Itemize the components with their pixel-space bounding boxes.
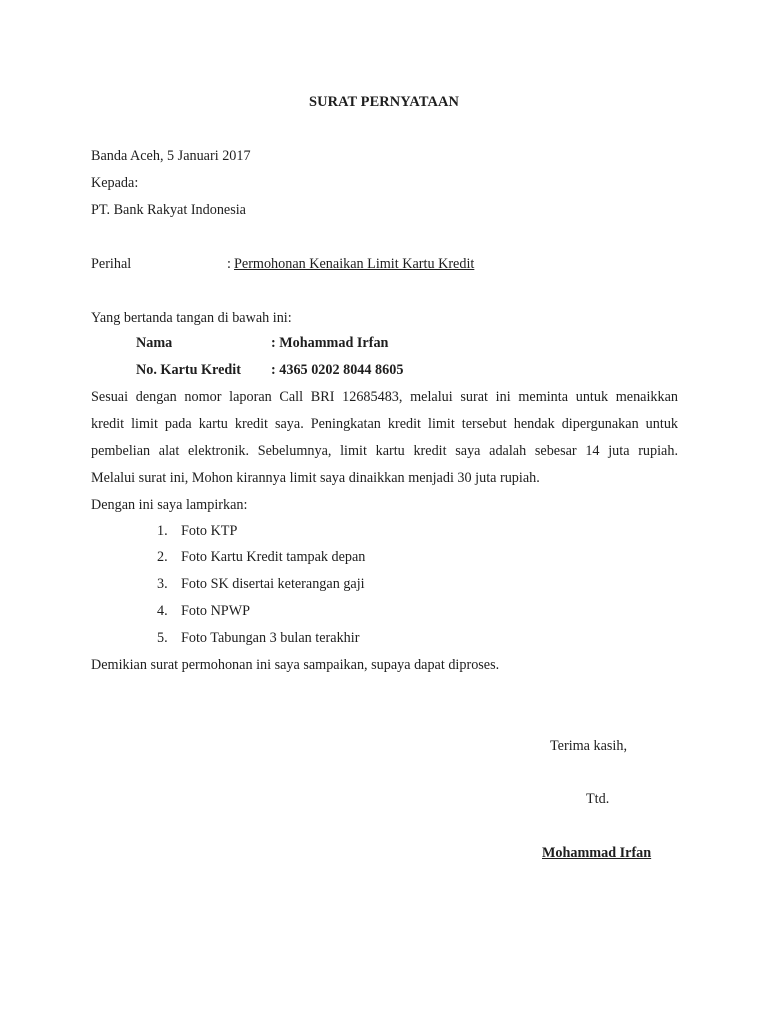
subject-label: Perihal [91, 256, 132, 272]
attachment-number: 5. [157, 630, 168, 646]
to-label: Kepada: [91, 175, 139, 191]
attachment-text: Foto Kartu Kredit tampak depan [181, 549, 366, 565]
attachment-item [157, 629, 359, 647]
attachment-item [157, 575, 365, 593]
attachment-item [157, 522, 237, 540]
letter-title: SURAT PERNYATAAN [309, 94, 459, 110]
attachment-number: 3. [157, 576, 168, 592]
attachment-number: 4. [157, 603, 168, 619]
place-date: Banda Aceh, 5 Januari 2017 [91, 148, 251, 164]
card-label: No. Kartu Kredit [136, 362, 241, 378]
body-line-2: kredit limit pada kartu kredit saya. Peningkatan kredit limit tersebut hendak dipergunakan untuk [91, 416, 678, 432]
attachment-item [157, 602, 250, 620]
attachment-number: 1. [157, 523, 168, 539]
attachment-number: 2. [157, 549, 168, 565]
signer-name: Mohammad Irfan [542, 845, 652, 861]
name-value: : Mohammad Irfan [271, 335, 389, 351]
attachment-text: Foto KTP [181, 523, 238, 539]
signature-mark: Ttd. [586, 791, 610, 807]
attach-intro: Dengan ini saya lampirkan: [91, 497, 248, 513]
body-line-1: Sesuai dengan nomor laporan Call BRI 12685483, melalui surat ini meminta untuk menaikkan [91, 389, 678, 405]
thanks-text: Terima kasih, [550, 738, 628, 754]
intro-text: Yang bertanda tangan di bawah ini: [91, 310, 292, 326]
attachment-text: Foto NPWP [181, 603, 250, 619]
closing-text: Demikian surat permohonan ini saya sampaikan, supaya dapat diproses. [91, 657, 500, 673]
attachment-item [157, 548, 365, 566]
name-label: Nama [136, 335, 173, 351]
attachment-text: Foto SK disertai keterangan gaji [181, 576, 365, 592]
attachment-text: Foto Tabungan 3 bulan terakhir [181, 630, 360, 646]
card-value: : 4365 0202 8044 8605 [271, 362, 404, 378]
recipient: PT. Bank Rakyat Indonesia [91, 202, 246, 218]
body-line-4: Melalui surat ini, Mohon kirannya limit saya dinaikkan menjadi 30 juta rupiah. [91, 470, 540, 486]
subject-value: Permohonan Kenaikan Limit Kartu Kredit [234, 256, 475, 272]
subject-colon: : [227, 256, 231, 272]
body-line-3: pembelian alat elektronik. Sebelumnya, limit kartu kredit saya adalah sebesar 14 juta rupiah. [91, 443, 678, 459]
